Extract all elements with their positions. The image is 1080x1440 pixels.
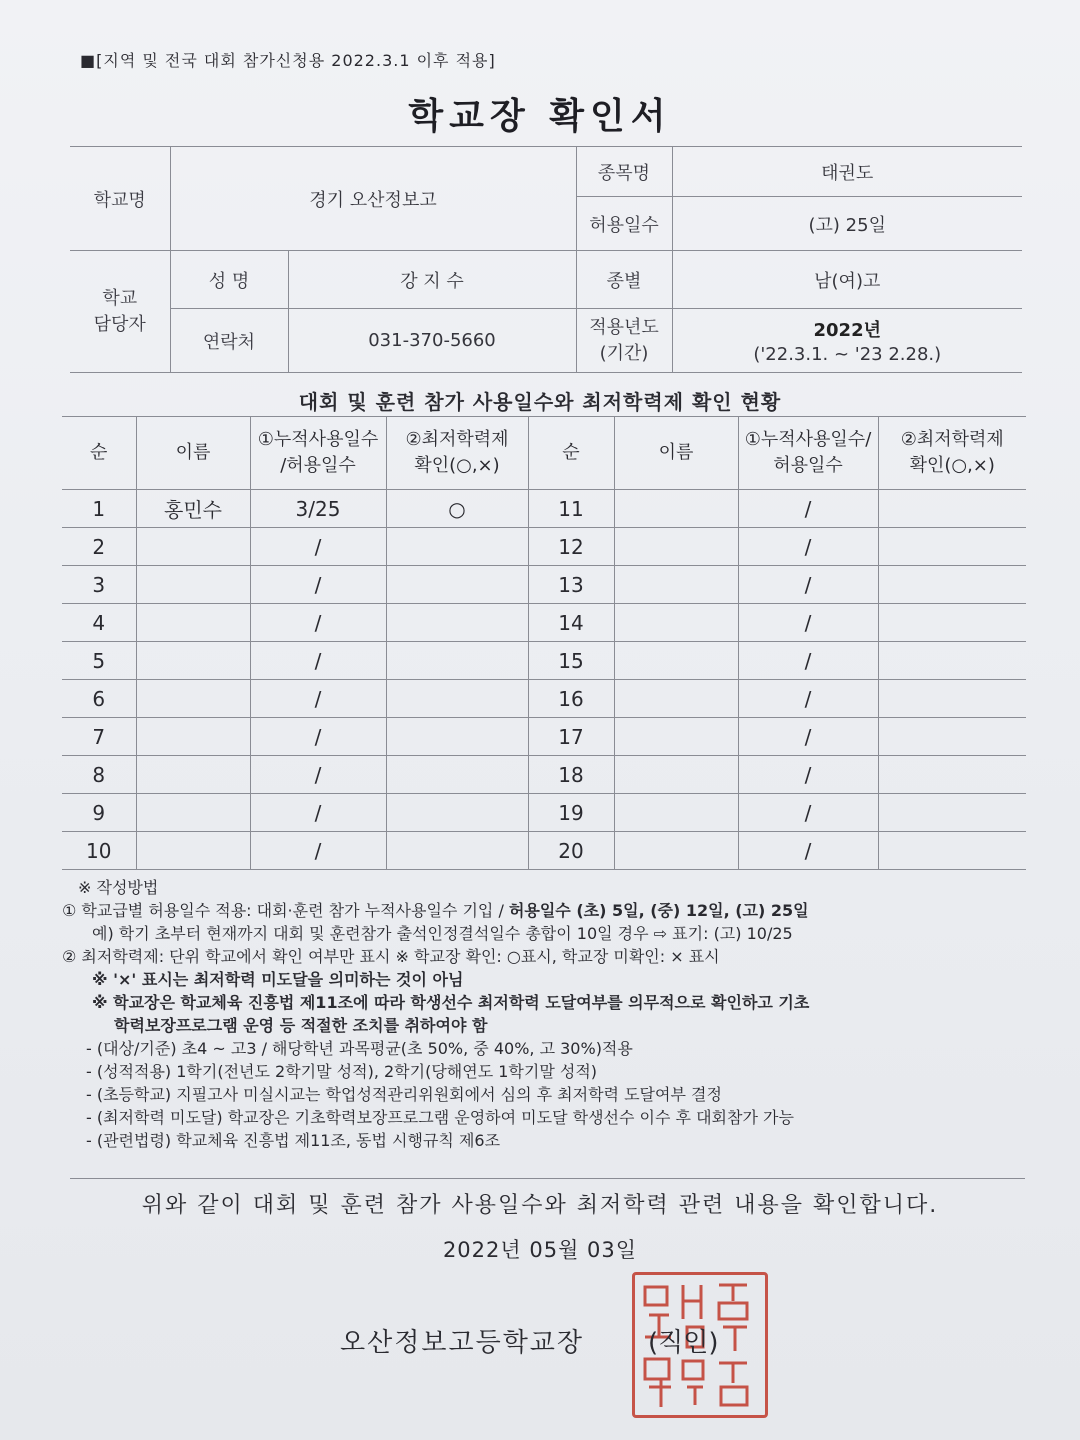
cell-l-min	[386, 794, 528, 832]
roster-table	[62, 416, 1026, 870]
cell-l-no: 2	[62, 528, 136, 566]
cell-l-name	[136, 718, 250, 756]
roster-body	[62, 490, 1026, 870]
cell-r-name	[614, 566, 738, 604]
cell-l-min	[386, 680, 528, 718]
table-row	[62, 832, 1026, 870]
document-title: 학교장 확인서	[408, 96, 672, 137]
cell-r-name	[614, 642, 738, 680]
note-1	[62, 899, 1032, 922]
cell-r-min	[878, 832, 1026, 870]
cell-l-min	[386, 718, 528, 756]
cell-r-days: /	[738, 528, 878, 566]
cell-r-min	[878, 490, 1026, 528]
allowed-days-label: 허용일수	[576, 197, 672, 251]
header-min-right: ②최저학력제 확인(○,×)	[878, 417, 1026, 490]
divider	[70, 1178, 1025, 1179]
cell-r-min	[878, 604, 1026, 642]
cell-r-min	[878, 566, 1026, 604]
cell-r-days: /	[738, 566, 878, 604]
notes-heading: ※ 작성방법	[78, 878, 159, 897]
cell-r-days: /	[738, 642, 878, 680]
cell-r-no: 16	[528, 680, 614, 718]
category-label: 종별	[576, 251, 672, 309]
cell-r-no: 11	[528, 490, 614, 528]
school-label: 학교명	[70, 147, 170, 251]
cell-r-name	[614, 794, 738, 832]
cell-l-days: /	[250, 566, 386, 604]
header-name: 이름	[136, 417, 250, 490]
cell-l-no: 3	[62, 566, 136, 604]
name-value: 강 지 수	[288, 251, 576, 309]
seal-label: (직인)	[648, 1328, 719, 1358]
cell-r-no: 15	[528, 642, 614, 680]
cell-r-min	[878, 528, 1026, 566]
instructions	[62, 876, 1032, 1152]
year-cell	[672, 309, 1022, 373]
cell-l-no: 5	[62, 642, 136, 680]
cell-r-min	[878, 642, 1026, 680]
manager-label: 학교 담당자	[70, 251, 170, 373]
cell-l-min	[386, 528, 528, 566]
note-1-example: 예) 학기 초부터 현재까지 대회 및 훈련참가 출석인정결석일수 총합이 10일 경우 ⇨ 표기: (고) 10/25	[92, 924, 793, 943]
cell-l-no: 1	[62, 490, 136, 528]
header-no-right: 순	[528, 417, 614, 490]
period-value: ('22.3.1. ~ '23 2.28.)	[753, 344, 942, 365]
table-row	[62, 642, 1026, 680]
cell-l-name	[136, 832, 250, 870]
detail-5: - (관련법령) 학교체육 진흥법 제11조, 동법 시행규칙 제6조	[86, 1131, 501, 1150]
cell-l-no: 10	[62, 832, 136, 870]
cell-l-days: 3/25	[250, 490, 386, 528]
note-3: ※ '×' 표시는 최저학력 미도달을 의미하는 것이 아님	[92, 970, 464, 989]
issue-date: 2022년 05월 03일	[442, 1238, 638, 1262]
cell-r-days: /	[738, 794, 878, 832]
section-title: 대회 및 훈련 참가 사용일수와 최저학력제 확인 현황	[298, 390, 782, 414]
cell-l-no: 6	[62, 680, 136, 718]
header-days: ①누적사용일수 /허용일수	[250, 417, 386, 490]
detail-3: - (초등학교) 지필고사 미실시교는 학업성적관리위원회에서 심의 후 최저학력 도달여부 결정	[86, 1085, 722, 1104]
cell-l-days: /	[250, 832, 386, 870]
cell-r-no: 19	[528, 794, 614, 832]
cell-r-days: /	[738, 680, 878, 718]
confirmation-text: 위와 같이 대회 및 훈련 참가 사용일수와 최저학력 관련 내용을 확인합니다.	[141, 1193, 939, 1218]
cell-l-no: 8	[62, 756, 136, 794]
cell-r-name	[614, 604, 738, 642]
cell-l-min	[386, 832, 528, 870]
table-row	[62, 794, 1026, 832]
school-value: 경기 오산정보고	[170, 147, 576, 251]
cell-r-name	[614, 718, 738, 756]
cell-r-days: /	[738, 832, 878, 870]
contact-label: 연락처	[170, 309, 288, 373]
cell-l-name	[136, 794, 250, 832]
cell-l-name	[136, 604, 250, 642]
cell-r-days: /	[738, 756, 878, 794]
cell-r-no: 12	[528, 528, 614, 566]
header-name-right: 이름	[614, 417, 738, 490]
cell-l-min	[386, 756, 528, 794]
cell-l-days: /	[250, 794, 386, 832]
cell-l-name	[136, 642, 250, 680]
cell-l-days: /	[250, 680, 386, 718]
contact-value: 031-370-5660	[288, 309, 576, 373]
cell-r-min	[878, 680, 1026, 718]
header-days-right: ①누적사용일수/ 허용일수	[738, 417, 878, 490]
cell-r-no: 13	[528, 566, 614, 604]
cell-l-min	[386, 604, 528, 642]
cell-l-name	[136, 528, 250, 566]
cell-l-name: 홍민수	[136, 490, 250, 528]
cell-r-days: /	[738, 718, 878, 756]
cell-l-days: /	[250, 528, 386, 566]
cell-l-min	[386, 566, 528, 604]
year-label: 적용년도 (기간)	[576, 309, 672, 373]
detail-2: - (성적적용) 1학기(전년도 2학기말 성적), 2학기(당해연도 1학기말 성적)	[86, 1062, 598, 1081]
header-min: ②최저학력제 확인(○,×)	[386, 417, 528, 490]
signer-name: 오산정보고등학교장	[340, 1328, 585, 1358]
table-row	[62, 528, 1026, 566]
cell-l-no: 7	[62, 718, 136, 756]
cell-r-name	[614, 832, 738, 870]
table-row	[62, 718, 1026, 756]
note-2: ② 최저학력제: 단위 학교에서 확인 여부만 표시 ※ 학교장 확인: ○표시, 학교장 미확인: × 표시	[62, 947, 720, 966]
sport-label: 종목명	[576, 147, 672, 197]
cell-r-days: /	[738, 604, 878, 642]
cell-l-no: 9	[62, 794, 136, 832]
table-row	[62, 756, 1026, 794]
allowed-days-value: (고) 25일	[672, 197, 1022, 251]
cell-r-name	[614, 528, 738, 566]
header-no: 순	[62, 417, 136, 490]
cell-l-days: /	[250, 642, 386, 680]
info-table	[70, 146, 1022, 373]
note-1-text: ① 학교급별 허용일수 적용: 대회·훈련 참가 누적사용일수 기입 /	[62, 901, 509, 920]
note-4-cont: 학력보장프로그램 운영 등 적절한 조치를 취하여야 함	[114, 1016, 488, 1035]
cell-r-no: 20	[528, 832, 614, 870]
cell-r-no: 18	[528, 756, 614, 794]
note-4: ※ 학교장은 학교체육 진흥법 제11조에 따라 학생선수 최저학력 도달여부를 의무적으로 확인하고 기초	[92, 993, 810, 1012]
cell-l-days: /	[250, 604, 386, 642]
table-row	[62, 604, 1026, 642]
year-value: 2022년	[813, 320, 881, 341]
sport-value: 태권도	[672, 147, 1022, 197]
detail-4: - (최저학력 미도달) 학교장은 기초학력보장프로그램 운영하여 미도달 학생선수 이수 후 대회참가 가능	[86, 1108, 794, 1127]
cell-l-min	[386, 642, 528, 680]
name-label: 성 명	[170, 251, 288, 309]
table-row	[62, 566, 1026, 604]
cell-r-name	[614, 490, 738, 528]
cell-l-name	[136, 756, 250, 794]
detail-1: - (대상/기준) 초4 ~ 고3 / 해당학년 과목평균(초 50%, 중 40%, 고 30%)적용	[86, 1039, 633, 1058]
cell-r-min	[878, 718, 1026, 756]
cell-l-name	[136, 680, 250, 718]
cell-r-name	[614, 756, 738, 794]
cell-r-no: 14	[528, 604, 614, 642]
cell-r-min	[878, 756, 1026, 794]
cell-l-min: ○	[386, 490, 528, 528]
cell-r-min	[878, 794, 1026, 832]
table-row	[62, 680, 1026, 718]
scope-note: ■[지역 및 전국 대회 참가신청용 2022.3.1 이후 적용]	[80, 51, 496, 70]
cell-r-no: 17	[528, 718, 614, 756]
cell-l-days: /	[250, 718, 386, 756]
cell-l-days: /	[250, 756, 386, 794]
cell-l-name	[136, 566, 250, 604]
category-value: 남(여)고	[672, 251, 1022, 309]
cell-r-name	[614, 680, 738, 718]
cell-l-no: 4	[62, 604, 136, 642]
table-row	[62, 490, 1026, 528]
note-1-bold: 허용일수 (초) 5일, (중) 12일, (고) 25일	[508, 901, 809, 920]
cell-r-days: /	[738, 490, 878, 528]
